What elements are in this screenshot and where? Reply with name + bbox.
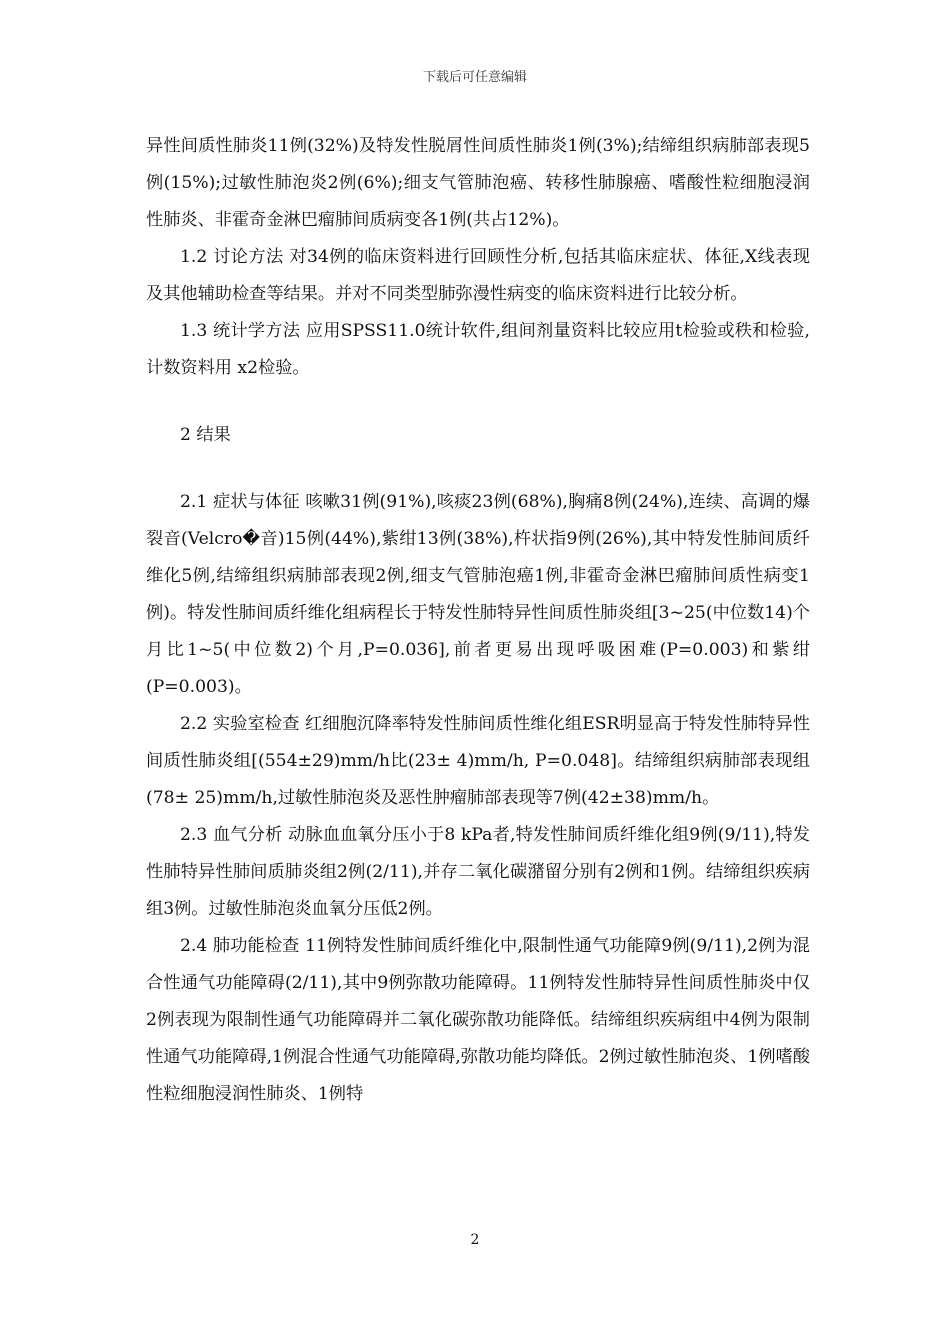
page-number: 2: [470, 1232, 480, 1248]
paragraph-continuation: 异性间质性肺炎11例(32%)及特发性脱屑性间质性肺炎1例(3%);结缔组织病肺部表现5例(15%);过敏性肺泡炎2例(6%);细支气管肺泡癌、转移性肺腺癌、嗜酸性粒细胞浸润性肺炎、非霍奇金淋巴瘤肺间质病变各1例(共占12%)。: [146, 136, 810, 230]
paragraph-section-2-3: 2.3 血气分析 动脉血血氧分压小于8 kPa者,特发性肺间质纤维化组9例(9/11),特发性肺特异性肺间质肺炎组2例(2/11),并存二氧化碳潴留分别有2例和1例。结缔组织疾病组3例。过敏性肺泡炎血氧分压低2例。: [146, 825, 810, 919]
paragraph-section-2-1: 2.1 症状与体征 咳嗽31例(91%),咳痰23例(68%),胸痛8例(24%),连续、高调的爆裂音(Velcro�音)15例(44%),紫绀13例(38%),杵状指9例(26%),其中特发性肺间质纤维化5例,结缔组织病肺部表现2例,细支气管肺泡癌1例,非霍奇金淋巴瘤肺间质性病变1例)。特发性肺间质纤维化组病程长于特发性肺特异性间质性肺炎组[3~25(中位数14)个月比1~5(中位数2)个月,P=0.036],前者更易出现呼吸困难(P=0.003)和紫绀(P=0.003)。: [146, 492, 810, 697]
paragraph-section-2-2: 2.2 实验室检查 红细胞沉降率特发性肺间质性维化组ESR明显高于特发性肺特异性间质性肺炎组[(554±29)mm/h比(23± 4)mm/h, P=0.048]。结缔组织病肺部表现组(78± 25)mm/h,过敏性肺泡炎及恶性肿瘤肺部表现等7例(42±38)mm/h。: [146, 714, 810, 808]
paragraph-section-1-3: 1.3 统计学方法 应用SPSS11.0统计软件,组间剂量资料比较应用t检验或秩和检验,计数资料用 x2检验。: [146, 321, 810, 378]
page-header: 下载后可任意编辑: [422, 70, 527, 85]
document-body: [146, 128, 810, 1113]
section-heading-results: 2 结果: [180, 425, 231, 445]
paragraph-section-2-4: 2.4 肺功能检查 11例特发性肺间质纤维化中,限制性通气功能障9例(9/11),2例为混合性通气功能障碍(2/11),其中9例弥散功能障碍。11例特发性肺特异性间质性肺炎中仅2例表现为限制性通气功能障碍并二氧化碳弥散功能降低。结缔组织疾病组中4例为限制性通气功能障碍,1例混合性通气功能障碍,弥散功能均降低。2例过敏性肺泡炎、1例嗜酸性粒细胞浸润性肺炎、1例特: [146, 936, 810, 1104]
paragraph-section-1-2: 1.2 讨论方法 对34例的临床资料进行回顾性分析,包括其临床症状、体征,X线表现及其他辅助检查等结果。并对不同类型肺弥漫性病变的临床资料进行比较分析。: [146, 247, 810, 304]
